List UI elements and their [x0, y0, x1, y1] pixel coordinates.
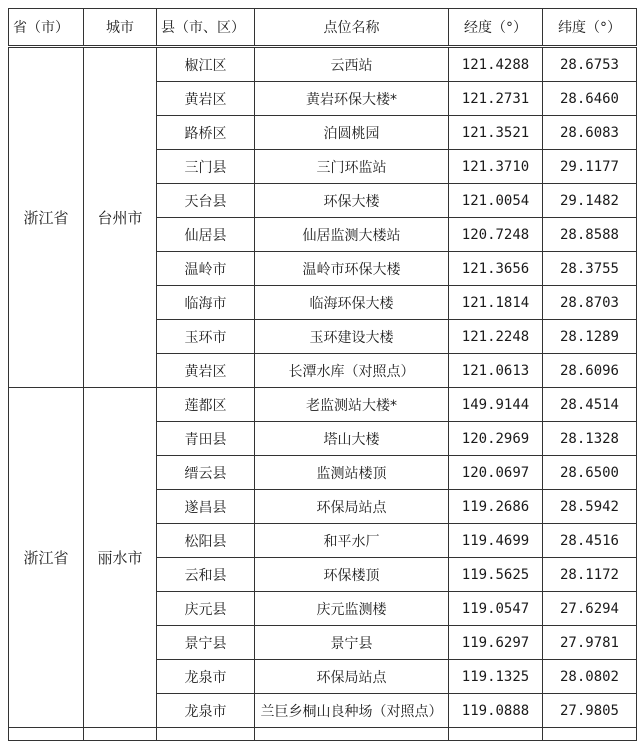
- header-longitude: 经度（°）: [449, 9, 543, 47]
- county-cell: 缙云县: [157, 456, 255, 490]
- empty-cell: [255, 728, 449, 741]
- site-cell: 环保大楼: [255, 184, 449, 218]
- longitude-cell: 121.3710: [449, 150, 543, 184]
- site-cell: 老监测站大楼*: [255, 388, 449, 422]
- longitude-cell: 120.7248: [449, 218, 543, 252]
- latitude-cell: 28.6096: [543, 354, 637, 388]
- longitude-cell: 121.2248: [449, 320, 543, 354]
- latitude-cell: 28.1289: [543, 320, 637, 354]
- empty-cell: [449, 728, 543, 741]
- county-cell: 黄岩区: [157, 354, 255, 388]
- site-cell: 仙居监测大楼站: [255, 218, 449, 252]
- empty-cell: [9, 728, 84, 741]
- latitude-cell: 29.1482: [543, 184, 637, 218]
- site-cell: 监测站楼顶: [255, 456, 449, 490]
- latitude-cell: 28.3755: [543, 252, 637, 286]
- latitude-cell: 28.6460: [543, 82, 637, 116]
- site-cell: 环保局站点: [255, 490, 449, 524]
- table-row: [9, 388, 637, 422]
- county-cell: 龙泉市: [157, 694, 255, 728]
- longitude-cell: 119.1325: [449, 660, 543, 694]
- latitude-cell: 28.4516: [543, 524, 637, 558]
- county-cell: 温岭市: [157, 252, 255, 286]
- latitude-cell: 28.6083: [543, 116, 637, 150]
- county-cell: 遂昌县: [157, 490, 255, 524]
- county-cell: 景宁县: [157, 626, 255, 660]
- header-province: 省（市）: [9, 9, 84, 47]
- province-cell: 浙江省: [9, 388, 84, 728]
- site-cell: 临海环保大楼: [255, 286, 449, 320]
- longitude-cell: 120.2969: [449, 422, 543, 456]
- county-cell: 青田县: [157, 422, 255, 456]
- site-cell: 环保楼顶: [255, 558, 449, 592]
- county-cell: 天台县: [157, 184, 255, 218]
- site-cell: 庆元监测楼: [255, 592, 449, 626]
- site-cell: 和平水厂: [255, 524, 449, 558]
- longitude-cell: 119.4699: [449, 524, 543, 558]
- latitude-cell: 28.6753: [543, 47, 637, 82]
- site-cell: 云西站: [255, 47, 449, 82]
- header-city: 城市: [84, 9, 157, 47]
- county-cell: 椒江区: [157, 47, 255, 82]
- longitude-cell: 119.5625: [449, 558, 543, 592]
- longitude-cell: 119.2686: [449, 490, 543, 524]
- site-cell: 玉环建设大楼: [255, 320, 449, 354]
- site-cell: 兰巨乡桐山良种场（对照点）: [255, 694, 449, 728]
- site-cell: 黄岩环保大楼*: [255, 82, 449, 116]
- county-cell: 三门县: [157, 150, 255, 184]
- county-cell: 松阳县: [157, 524, 255, 558]
- longitude-cell: 119.0547: [449, 592, 543, 626]
- latitude-cell: 28.5942: [543, 490, 637, 524]
- header-site: 点位名称: [255, 9, 449, 47]
- latitude-cell: 28.6500: [543, 456, 637, 490]
- site-cell: 三门环监站: [255, 150, 449, 184]
- county-cell: 玉环市: [157, 320, 255, 354]
- longitude-cell: 121.0613: [449, 354, 543, 388]
- empty-cell: [84, 728, 157, 741]
- city-cell: 台州市: [84, 47, 157, 388]
- longitude-cell: 119.6297: [449, 626, 543, 660]
- province-cell: 浙江省: [9, 47, 84, 388]
- county-cell: 黄岩区: [157, 82, 255, 116]
- site-cell: 塔山大楼: [255, 422, 449, 456]
- county-cell: 仙居县: [157, 218, 255, 252]
- longitude-cell: 120.0697: [449, 456, 543, 490]
- site-cell: 泊圆桃园: [255, 116, 449, 150]
- latitude-cell: 28.0802: [543, 660, 637, 694]
- longitude-cell: 121.4288: [449, 47, 543, 82]
- site-cell: 环保局站点: [255, 660, 449, 694]
- latitude-cell: 29.1177: [543, 150, 637, 184]
- monitoring-sites-table: [8, 8, 637, 741]
- latitude-cell: 27.9805: [543, 694, 637, 728]
- latitude-cell: 28.4514: [543, 388, 637, 422]
- county-cell: 路桥区: [157, 116, 255, 150]
- site-cell: 温岭市环保大楼: [255, 252, 449, 286]
- header-row: [9, 9, 637, 47]
- longitude-cell: 121.0054: [449, 184, 543, 218]
- latitude-cell: 28.8588: [543, 218, 637, 252]
- longitude-cell: 121.2731: [449, 82, 543, 116]
- longitude-cell: 149.9144: [449, 388, 543, 422]
- county-cell: 临海市: [157, 286, 255, 320]
- longitude-cell: 121.3521: [449, 116, 543, 150]
- table-body: [9, 47, 637, 741]
- longitude-cell: 121.1814: [449, 286, 543, 320]
- county-cell: 莲都区: [157, 388, 255, 422]
- latitude-cell: 27.9781: [543, 626, 637, 660]
- latitude-cell: 28.8703: [543, 286, 637, 320]
- header-latitude: 纬度（°）: [543, 9, 637, 47]
- city-cell: 丽水市: [84, 388, 157, 728]
- empty-cell: [543, 728, 637, 741]
- latitude-cell: 28.1328: [543, 422, 637, 456]
- longitude-cell: 121.3656: [449, 252, 543, 286]
- county-cell: 庆元县: [157, 592, 255, 626]
- header-county: 县（市、区）: [157, 9, 255, 47]
- site-cell: 长潭水库（对照点）: [255, 354, 449, 388]
- county-cell: 龙泉市: [157, 660, 255, 694]
- empty-cell: [157, 728, 255, 741]
- latitude-cell: 27.6294: [543, 592, 637, 626]
- longitude-cell: 119.0888: [449, 694, 543, 728]
- table-row: [9, 47, 637, 82]
- table-row-partial: [9, 728, 637, 741]
- latitude-cell: 28.1172: [543, 558, 637, 592]
- site-cell: 景宁县: [255, 626, 449, 660]
- county-cell: 云和县: [157, 558, 255, 592]
